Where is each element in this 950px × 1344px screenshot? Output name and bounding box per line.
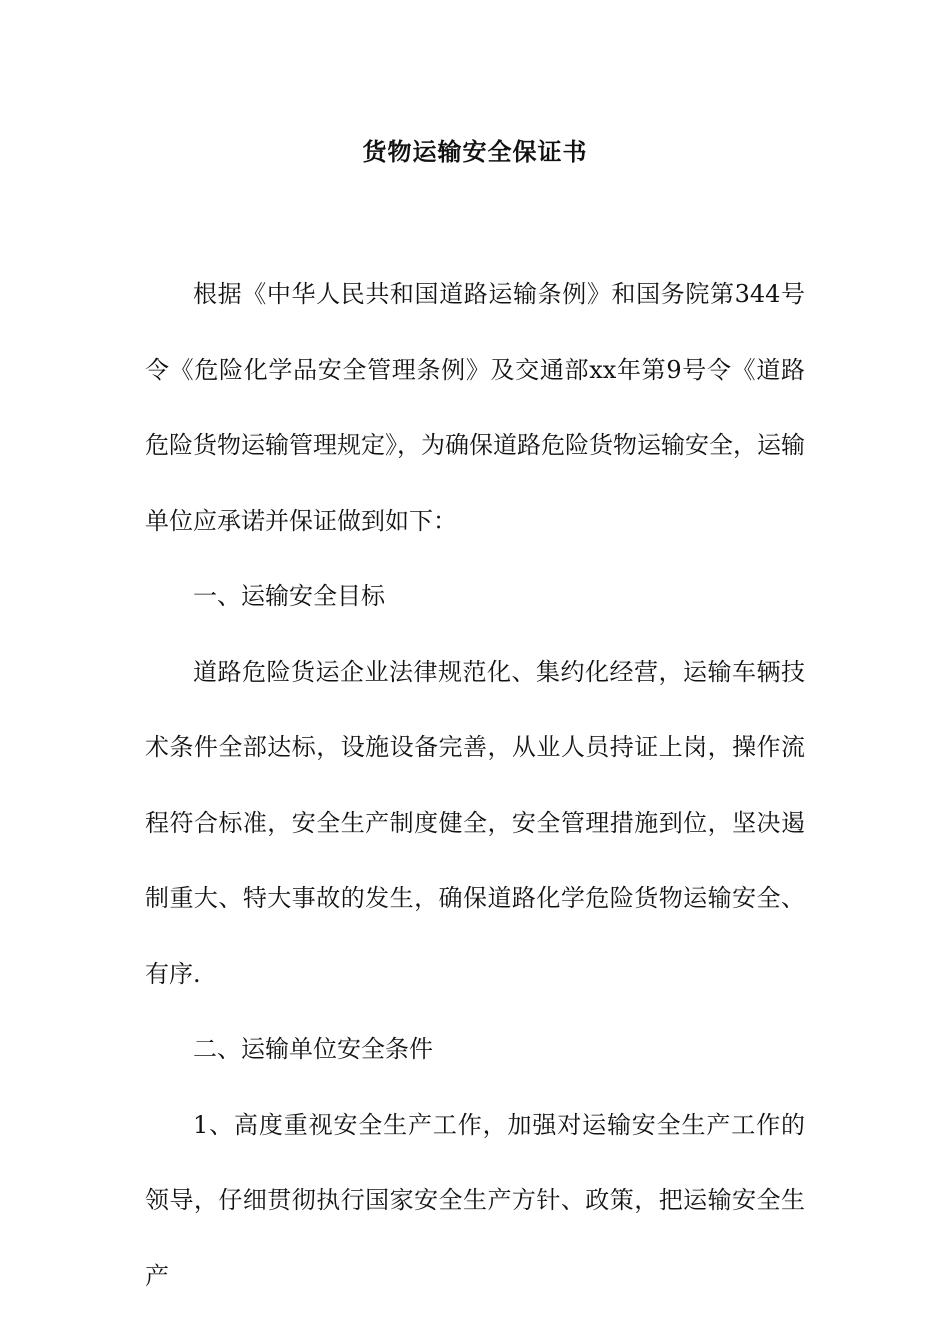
document-title: 货物运输安全保证书 <box>362 137 588 166</box>
paragraph-safety-goal: 道路危险货运企业法律规范化、集约化经营，运输车辆技术条件全部达标，设施设备完善，从业人员持证上岗，操作流程符合标准，安全生产制度健全，安全管理措施到位，坚决遏制重大、特大事故的发生，确保道路化学危险货物运输安全、有序. <box>145 657 805 988</box>
paragraph-condition-1: 1、高度重视安全生产工作，加强对运输安全生产工作的领导，仔细贯彻执行国家安全生产方针、政策，把运输安全生产 <box>145 1110 805 1290</box>
paragraph-legal-basis: 根据《中华人民共和国道路运输条例》和国务院第344号令《危险化学品安全管理条例》及交通部xx年第9号令《道路危险货物运输管理规定》，为确保道路危险货物运输安全，运输单位应承诺并保证做到如下： <box>145 280 805 535</box>
section-heading-safety-conditions: 二、运输单位安全条件 <box>193 1035 433 1063</box>
section-heading-safety-goal: 一、运输安全目标 <box>193 582 385 610</box>
document-body <box>145 257 805 1314</box>
